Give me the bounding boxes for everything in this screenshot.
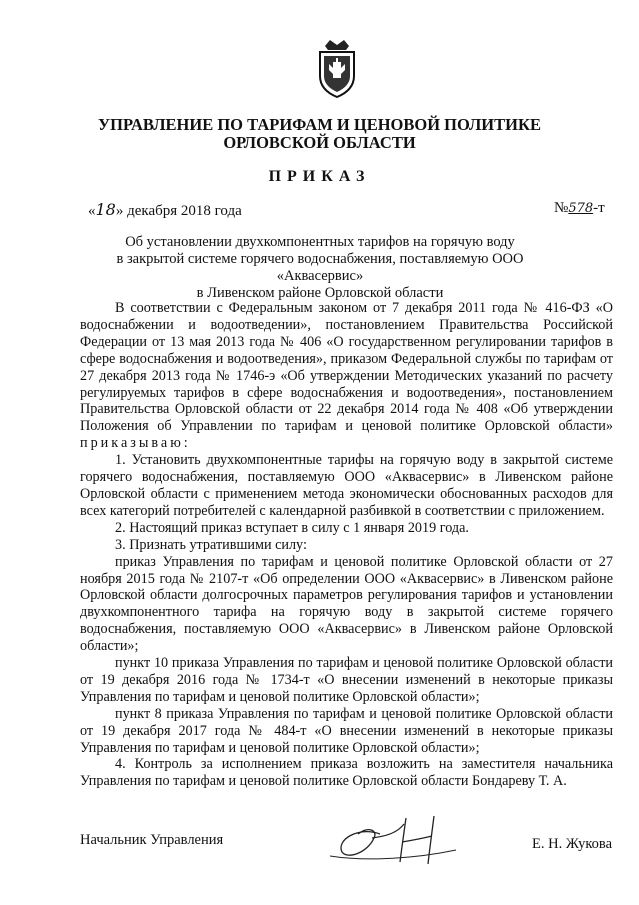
item-3-sub-c: пункт 8 приказа Управления по тарифам и ценовой политике Орловской области от 19 декабря 2017 года № 484-т «О внесении изменений в некоторые приказы Управления по тарифам и ценовой политике Орловской области»; [80,705,613,756]
orders-word: приказываю: [80,435,191,452]
subject-line2: в закрытой системе горячего водоснабжения, поставляемую ООО «Аквасервис» [116,251,524,284]
signatory-position: Начальник Управления [80,832,224,848]
organization-title [60,116,579,152]
order-body [80,300,613,790]
coat-of-arms-emblem [316,40,358,98]
handwritten-signature [328,800,458,872]
item-4: 4. Контроль за исполнением приказа возложить на заместителя начальника Управления по тарифам и ценовой политике Орловской области Бондареву Т. А. [80,756,613,790]
item-2: 2. Настоящий приказ вступает в силу с 1 января 2019 года. [115,519,469,536]
date-open-quote: « [88,203,96,219]
organization-title-line2: ОРЛОВСКОЙ ОБЛАСТИ [223,133,416,152]
order-number-prefix: № [554,200,569,216]
order-number-handwritten: 578 [568,201,594,216]
subject-line1: Об установлении двухкомпонентных тарифов на горячую воду [125,234,515,250]
preamble-text: В соответствии с Федеральным законом от 7 декабря 2011 года № 416-ФЗ «О водоснабжении и водоотведении», постановлением Правительства Российской Федерации от 13 мая 2013 года № 406 «О государственном регулировании тарифов в сфере водоснабжения и водоотведения», приказом Федеральной службы по тарифам от 27 декабря 2013 года № 1746-э «Об утверждении Методических указаний по расчету регулируемых тарифов в сфере водоснабжения и водоотведения», постановлением Правительства Орловской области от 22 декабря 2014 года № 408 «Об утверждении Положения об Управлении по тарифам и ценовой политике Орловской области» [80,300,613,435]
date-rest: » декабря 2018 года [115,203,242,219]
item-3: 3. Признать утратившими силу: [115,536,307,553]
subject-line3: в Ливенском районе Орловской области [196,285,444,301]
signatory-name: Е. Н. Жукова [532,836,613,852]
order-subject [80,234,560,302]
organization-title-line1: УПРАВЛЕНИЕ ПО ТАРИФАМ И ЦЕНОВОЙ ПОЛИТИКЕ [98,115,541,134]
item-3-sub-b: пункт 10 приказа Управления по тарифам и ценовой политике Орловской области от 19 декабря 2016 года № 1734-т «О внесении изменений в некоторые приказы Управления по тарифам и ценовой политике Орловской области»; [80,655,613,705]
order-number-suffix: -т [593,200,605,216]
order-heading: ПРИКАЗ [268,168,371,185]
order-date [88,200,242,220]
item-1: 1. Установить двухкомпонентные тарифы на горячую воду в закрытой системе горячего водоснабжения, поставляемую ООО «Аквасервис» в Ливенском районе Орловской области с применением метода экономически обоснованных расходов для всех категорий потребителей с календарной разбивкой в соответствии с приложением. [80,452,613,519]
preamble-paragraph [80,300,613,452]
date-day-handwritten: 18 [95,200,116,219]
order-number [554,200,605,217]
item-3-sub-a: приказ Управления по тарифам и ценовой политике Орловской области от 27 ноября 2015 года № 2107-т «Об определении ООО «Аквасервис» в Ливенском районе Орловской области долгосрочных параметров регулирования тарифов и установлении двухкомпонентного тарифа на горячую воду в закрытой системе горячего водоснабжения, поставляемую ООО «Аквасервис» в Ливенском районе Орловской области»; [80,553,613,655]
